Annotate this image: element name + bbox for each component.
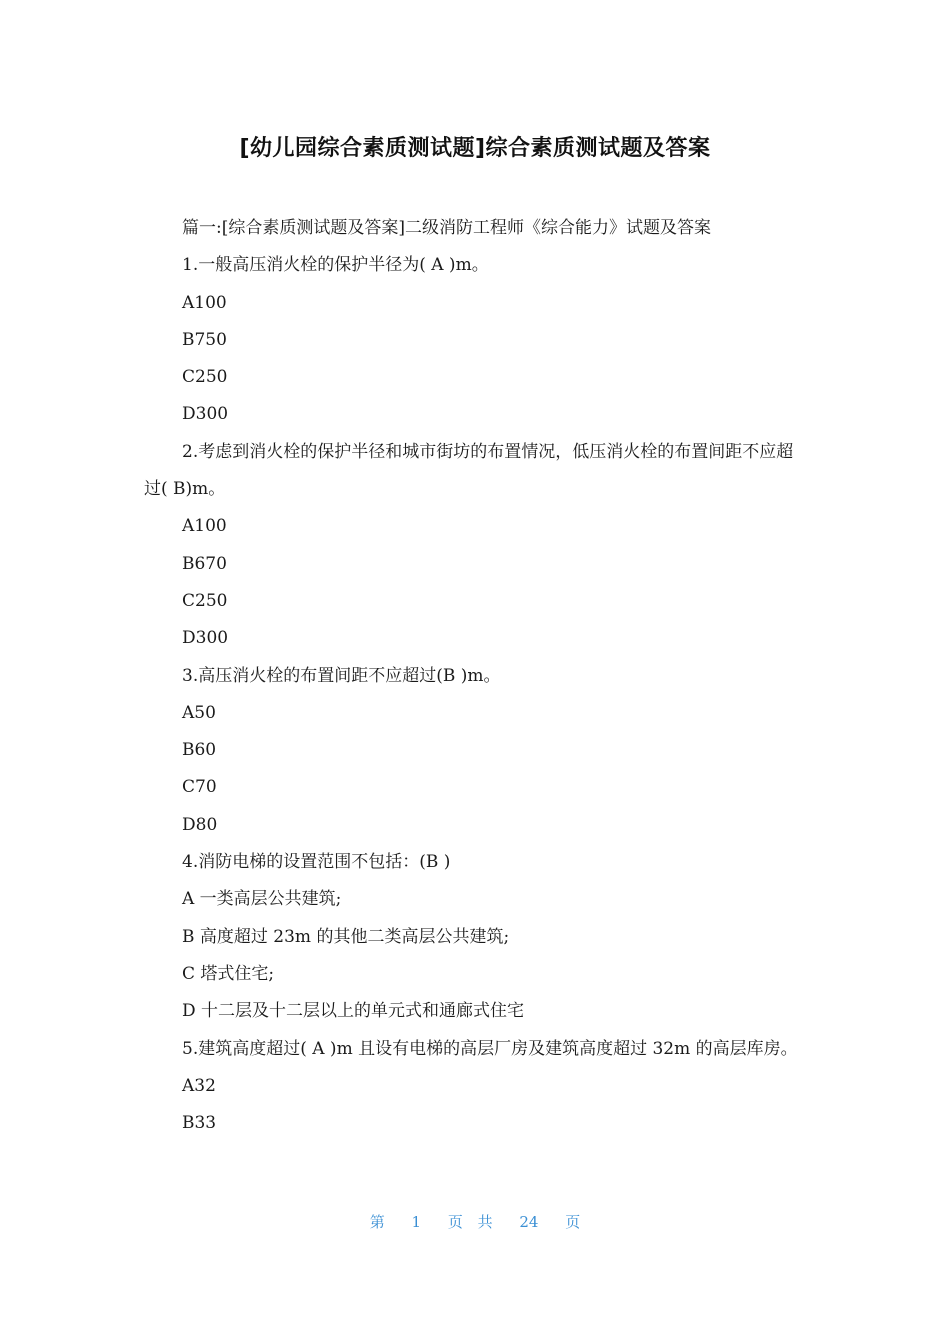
option: C70 xyxy=(182,777,217,798)
question-2: 2.考虑到消火栓的保护半径和城市街坊的布置情况，低压消火栓的布置间距不应超过( B)m。 xyxy=(144,441,794,500)
total-pages-number: 24 xyxy=(519,1213,539,1231)
document-title: [幼儿园综合素质测试题]综合素质测试题及答案 xyxy=(239,135,711,161)
option: C 塔式住宅; xyxy=(182,963,275,984)
option: B33 xyxy=(182,1113,217,1134)
option: D80 xyxy=(182,814,218,835)
option: A100 xyxy=(182,292,227,313)
page-label-suffix: 页 xyxy=(565,1213,581,1231)
option: A32 xyxy=(182,1075,216,1096)
section-heading: 篇一:[综合素质测试题及答案]二级消防工程师《综合能力》试题及答案 xyxy=(182,218,711,238)
question-1: 1.一般高压消火栓的保护半径为( A )m。 xyxy=(182,255,489,276)
option: B750 xyxy=(182,329,227,350)
option: A100 xyxy=(182,516,227,537)
option: C250 xyxy=(182,367,228,388)
option: C250 xyxy=(182,590,228,611)
option: B670 xyxy=(182,553,227,574)
option: A 一类高层公共建筑; xyxy=(182,889,342,910)
question-4: 4.消防电梯的设置范围不包括：(B ) xyxy=(182,852,451,873)
option: A50 xyxy=(182,702,216,723)
current-page-number: 1 xyxy=(411,1213,422,1231)
option: D 十二层及十二层以上的单元式和通廊式住宅 xyxy=(182,1001,525,1022)
option: B 高度超过 23m 的其他二类高层公共建筑; xyxy=(182,926,510,947)
option: B60 xyxy=(182,740,217,761)
question-5: 5.建筑高度超过( A )m 且设有电梯的高层厂房及建筑高度超过 32m 的高层库房。 xyxy=(182,1038,798,1059)
document-body xyxy=(144,210,804,1142)
page-label-prefix: 第 xyxy=(369,1213,385,1231)
option: D300 xyxy=(182,628,229,649)
option: D300 xyxy=(182,404,229,425)
page-footer xyxy=(0,1210,950,1234)
question-3: 3.高压消火栓的布置间距不应超过(B )m。 xyxy=(182,665,501,686)
page-label-mid: 页 共 xyxy=(447,1213,493,1231)
